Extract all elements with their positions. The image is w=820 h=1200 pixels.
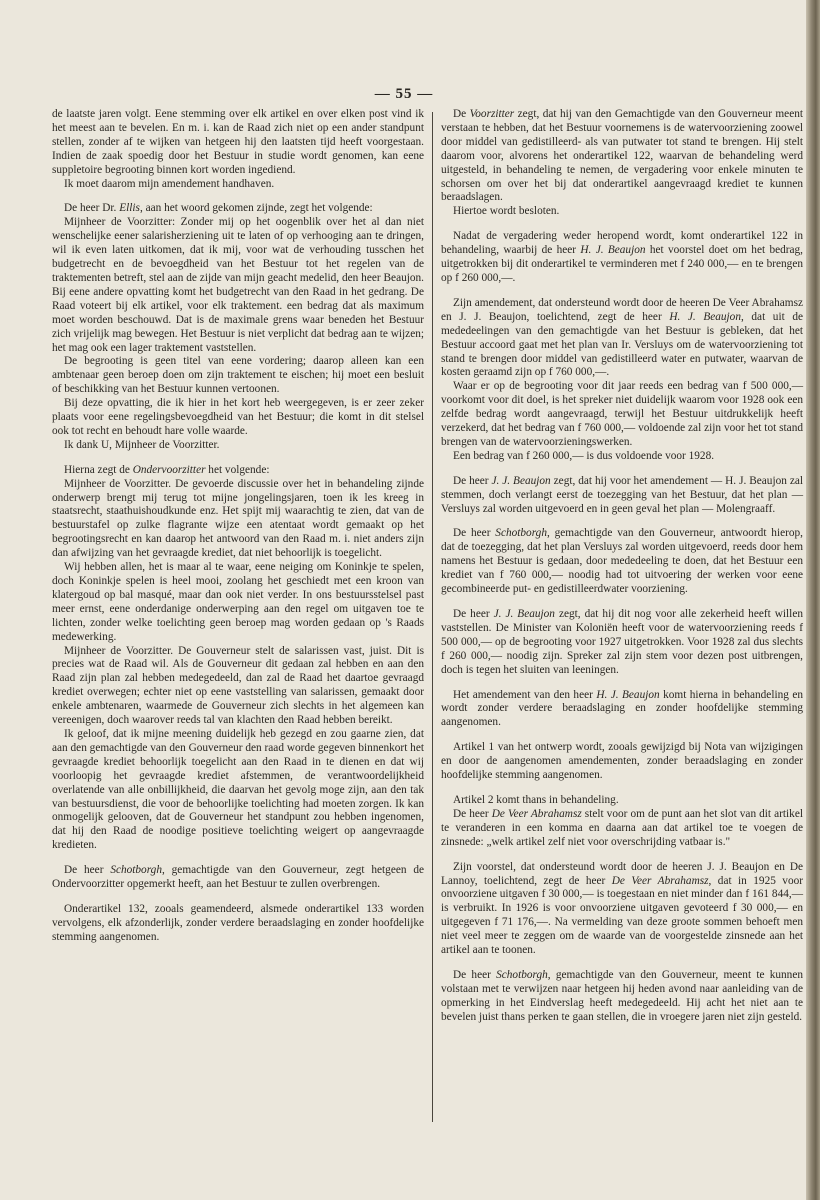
paragraph-gap bbox=[441, 783, 803, 794]
paragraph: Mijnheer de Voorzitter: Zonder mij op het oogenblik over het al dan niet wenschelijke eener salarisherziening uit te laten of op verhooging aan te dringen, wil ik even laten uitkomen, dat ik mij, voor wat de verhouding tusschen het budgetrecht en de bevoegdheid van het Bestuur tot het regelen van de traktementen betreft, stel aan de zijde van mijn geacht medelid, den heer Beaujon. Bij eene andere opvatting komt het budgetrecht van den Raad in het gedrang. De Raad voteert bij elk artikel, voor elk traktement. een bedrag dat als maximum moet worden beschouwd. Dat is de maximale grens waar beneden het Bestuur zich vrijelijk mag bewegen. Het Bestuur is niet verplicht dat bedrag aan te wijzen; het mag ook een lager traktement vaststellen. bbox=[52, 216, 424, 354]
paragraph-gap bbox=[52, 892, 424, 903]
paragraph: Mijnheer de Voorzitter. De gevoerde discussie over het in behandeling zijnde onderwerp brengt mij terug tot mijne jongelingsjaren, toen ik les kreeg in staatsrecht, staathuishoudkunde enz. Het spijt mij waarachtig te zien, dat van de bestuurstafel op zulke flagrante wijze een atentaat wordt gemaakt op het begrootingsrecht en kan daarop het antwoord van den Raad m. i. niet anders zijn dan afwijzing van het gevraagde krediet, dat niet behoorlijk is toegelicht. bbox=[52, 477, 424, 560]
paragraph-gap bbox=[441, 678, 803, 689]
paragraph-gap bbox=[441, 516, 803, 527]
paragraph bbox=[441, 808, 803, 850]
paragraph-gap bbox=[441, 730, 803, 741]
text-run: Hierna zegt de bbox=[64, 463, 133, 476]
paragraph bbox=[441, 230, 803, 286]
paragraph-gap bbox=[441, 464, 803, 475]
paragraph-gap bbox=[441, 286, 803, 297]
text-run: , gemachtigde van den Gouverneur, antwoordt hierop, dat de toezegging, dat het plan Versluys zal worden uitgevoerd, reeds door hem namens het Bestuur is gedaan, door mededeeling te doen, dat het Bestuur een krediet van f 760 000,— noodig had tot uitvoering der werken voor eene gecombineerde put- en gedistilleerdwater voorziening. bbox=[441, 527, 803, 596]
speaker-name: J. J. Beaujon bbox=[493, 608, 555, 620]
text-run: Zijn voorstel, dat ondersteund wordt door de heeren J. J. Beaujon en De Lannoy, toelichtend, zegt de heer bbox=[441, 860, 803, 887]
paragraph-gap bbox=[441, 219, 803, 230]
paragraph bbox=[441, 861, 803, 958]
text-run: , dat uit de mededeelingen van den gemachtigde van het Bestuur is gebleken, dat het Bestuur accoord gaat met het plan van Ir. Versluys om de watervoorziening tot stand te brengen door middel van gedistilleerd water en putwater, waarvan de kosten geraamd zijn op f 760 000,—. bbox=[441, 310, 803, 379]
text-run: , gemachtigde van den Gouverneur, zegt hetgeen de Ondervoorzitter opgemerkt heeft, aan het Bestuur te zullen overbrengen. bbox=[52, 864, 425, 891]
paragraph: Mijnheer de Voorzitter. De Gouverneur stelt de salarissen vast, juist. Dit is precies wat de Raad wil. Als de Gouverneur dit gedaan zal hebben en aan den Raad zijn plan zal hebben medegedeeld, dan zal de Raad het daartoe gevraagd krediet overwegen; echter niet op eene vaststelling van salarissen, gemaakt door enkele ambtenaren, waarmede de Gouverneur zich slechts in het algemeen kan vereenigen, doch waarover reeds tal van klachten den Raad hebben bereikt. bbox=[52, 644, 424, 727]
speaker-name: Schotborgh bbox=[495, 527, 547, 540]
paragraph: Hiertoe wordt besloten. bbox=[453, 205, 560, 218]
paragraph: Artikel 1 van het ontwerp wordt, zooals gewijzigd bij Nota van wijzigingen en door de aangenomen amendementen, zonder beraadslaging en zonder hoofdelijke stemming aangenomen. bbox=[441, 741, 803, 782]
text-run: , gemachtigde van den Gouverneur, meent te kunnen volstaan met te verwijzen naar hetgeen hij heden avond naar aanleiding van de opmerking in het Eindverslag heeft medegedeeld. Hij acht het niet aan te bevelen juist thans perken te gaan stellen, die in vroegere jaren niet zijn gesteld. bbox=[441, 968, 803, 1023]
text-run: De heer bbox=[453, 474, 492, 487]
paragraph: De begrooting is geen titel van eene vordering; daarop alleen kan een ambtenaar geen beroep doen om zijn traktement te eischen; hij moet een besluit of beschikking van het Bestuur kunnen vertoonen. bbox=[52, 355, 424, 396]
speaker-name: H. J. Beaujon bbox=[596, 688, 660, 701]
paragraph-gap bbox=[441, 597, 803, 608]
text-run: De heer Dr. bbox=[64, 202, 120, 215]
speaker-name: Ellis bbox=[119, 202, 140, 215]
speaker-name: Schotborgh bbox=[110, 864, 162, 877]
text-run: , aan het woord gekomen zijnde, zegt het volgende: bbox=[139, 202, 373, 215]
text-run: De heer bbox=[453, 527, 496, 540]
text-run: het volgende: bbox=[205, 463, 270, 476]
speaker-name: De Veer Abrahamsz bbox=[491, 807, 582, 820]
paragraph-gap bbox=[441, 850, 803, 861]
text-run: zegt, dat hij van den Gemachtigde van den Gouverneur meent verstaan te hebben, dat het Bestuur voornemens is de watervoorziening zoowel door middel van gedistilleerd- als van putwater tot stand te brengen. Hij stelt daarom voor, alvorens het onderartikel 122, waarvan de behandeling werd uitgesteld, in behandeling te nemen, de vergadering voor enkele minuten te schorsen om over het bij dat onderartikel aangevraagd krediet te kunnen beraadslagen. bbox=[441, 108, 803, 204]
paragraph-gap bbox=[52, 853, 424, 864]
paragraph: Waar er op de begrooting voor dit jaar reeds een bedrag van f 500 000,— voorkomt voor dit doel, is het spreker niet duidelijk waarom voor 1928 ook een zelfde bedrag wordt aangevraagd, terwijl het Bestuur uitdrukkelijk heeft verzekerd, dat het bedrag van f 760 000,— voldoende zal zijn voor het tot stand brengen van de watervoorzieningswerken. bbox=[441, 380, 803, 448]
paragraph: de laatste jaren volgt. Eene stemming over elk artikel en over elken post vind ik het meest aan te bevelen. En m. i. kan de Raad zich niet op een ander standpunt stellen, zonder af te wijken van hetgeen hij den laatsten tijd heeft voorgestaan. Indien de zaak spoedig door het Bestuur in studie wordt genomen, kan eene suppletoire begrooting binnen kort worden ingediend. bbox=[52, 108, 424, 176]
paragraph: Wij hebben allen, het is maar al te waar, eene neiging om Koninkje te spelen, doch Koninkje spelen is heel mooi, zoolang het geschiedt met een kroon van klatergoud op bal masqué, maar dan ook niet verder. In ons bestuursstelsel past meer ernst, eene onderdanige onderwerping aan den regel om uitgaven toe te lichten, zonder welke toelichting geen beroep mag worden gedaan op 's Raads medewerking. bbox=[52, 561, 424, 643]
left-column bbox=[52, 108, 424, 945]
paragraph bbox=[52, 864, 424, 892]
text-run: het voorstel doet om het bedrag, uitgetrokken bij dit onderartikel te verminderen met f 240 000,— en te brengen op f 260 000,—. bbox=[441, 244, 804, 284]
text-run: komt hierna in behandeling en wordt zonder verdere beraadslaging en zonder hoofdelijke stemming aangenomen. bbox=[441, 688, 803, 729]
text-run: Nadat de vergadering weder heropend wordt, komt onderartikel 122 in behandeling, waarbij de heer bbox=[441, 230, 803, 257]
text-run: De heer bbox=[453, 608, 494, 620]
speaker-name: Ondervoorzitter bbox=[132, 463, 206, 476]
paragraph bbox=[441, 108, 803, 205]
right-column bbox=[441, 108, 803, 1025]
text-run: De heer bbox=[453, 807, 492, 820]
paragraph: Ik geloof, dat ik mijne meening duidelijk heb gezegd en zou gaarne zien, dat aan den gemachtigde van den Gouverneur den raad worde gegeven binnenkort het gevraagde krediet behoorlijk toegelicht aan den Raad in te dienen en dat wij voorloopig het gevraagde krediet afstemmen, de verantwoordelijkheid overlatende van alle onbillijkheid, die daarvan het gevolg moge zijn, aan den tak van bestuursdienst, die voor de behoorlijke toelichting had moeten zorgen. Ik kan onmogelijk gelooven, dat de Gouverneur het standpunt zou hebben ingenomen, dat hij den Raad de noodige positieve toelichting weigert op aangevraagde kredieten. bbox=[52, 727, 424, 852]
text-run: stelt voor om de punt aan het slot van dit artikel te veranderen in een komma en daarna aan dat artikel toe te voegen de zinsnede: „welk artikel zelf niet voor overschrijding vatbaar is." bbox=[441, 807, 803, 848]
paragraph bbox=[52, 202, 424, 216]
paragraph bbox=[441, 527, 803, 597]
paragraph-gap bbox=[441, 958, 803, 969]
paragraph: Ik dank U, Mijnheer de Voorzitter. bbox=[64, 438, 220, 451]
page-number: — 55 — bbox=[374, 86, 434, 102]
paragraph: Bij deze opvatting, die ik hier in het kort heb weergegeven, is er zeer zeker plaats voor eene regelingsbevoegdheid van het Bestuur; die komt in dit stelsel ook tot recht en behoudt hare volle waarde. bbox=[52, 397, 424, 437]
text-run: zegt, dat hij voor het amendement — H. J. Beaujon zal stemmen, doch verlangt eerst de toezegging van het Bestuur, dat het plan — Versluys zal worden uitgevoerd en in geen geval het plan — Molengraaff. bbox=[441, 474, 803, 515]
speaker-name: H. J. Beaujon bbox=[669, 310, 741, 323]
column-divider bbox=[432, 112, 433, 1122]
speaker-name: De Veer Abrahamsz bbox=[611, 874, 709, 887]
paragraph bbox=[441, 689, 803, 731]
text-run: De bbox=[453, 108, 470, 120]
paragraph: Onderartikel 132, zooals geamendeerd, alsmede onderartikel 133 worden vervolgens, elk afzonderlijk, zonder verdere beraadslaging en zonder hoofdelijke stemming aangenomen. bbox=[52, 902, 424, 943]
text-run: Het amendement van den heer bbox=[453, 688, 597, 701]
text-run: zegt, dat hij dit nog voor alle zekerheid heeft willen vaststellen. De Minister van Koloniën heeft voor de watervoorziening reeds f 500 000,— op de begrooting voor 1927 uitgetrokken. Voor 1928 zal dus slechts f 260 000,— noodig zijn. Spreker zal zijn stem voor dezen post uitbrengen, doch is tegen het sluiten van leeningen. bbox=[441, 608, 803, 676]
paragraph bbox=[52, 464, 424, 478]
text-run: De heer bbox=[64, 864, 111, 877]
paragraph: Een bedrag van f 260 000,— is dus voldoende voor 1928. bbox=[453, 449, 715, 462]
paragraph: Ik moet daarom mijn amendement handhaven. bbox=[64, 177, 275, 190]
text-run: Zijn amendement, dat ondersteund wordt door de heeren De Veer Abrahamsz en J. J. Beaujon, toelichtend, zegt de heer bbox=[441, 296, 803, 323]
speaker-name: Schotborgh bbox=[496, 968, 548, 981]
paragraph bbox=[441, 969, 803, 1025]
paragraph bbox=[441, 475, 803, 517]
paragraph-gap bbox=[52, 453, 424, 464]
paragraph bbox=[441, 297, 803, 380]
paragraph: Artikel 2 komt thans in behandeling. bbox=[453, 793, 619, 806]
paragraph-gap bbox=[52, 191, 424, 202]
page-binding-edge bbox=[806, 0, 820, 1200]
speaker-name: H. J. Beaujon bbox=[580, 244, 646, 257]
text-run: De heer bbox=[453, 968, 497, 981]
speaker-name: Voorzitter bbox=[469, 108, 515, 120]
speaker-name: J. J. Beaujon bbox=[491, 474, 551, 487]
text-run: , dat in 1925 voor onvoorziene uitgaven f 30 000,— is toegestaan en niet minder dan f 161 844,— is verbruikt. In 1926 is voor onvoorziene uitgaven gevoteerd f 30 000,— en uitgegeven f 71 176,—. Na vermelding van deze groote sommen behoeft men niet veel meer te zeggen om de waarde van de voorgestelde zinsnede aan het artikel aan te toonen. bbox=[441, 874, 804, 957]
paragraph bbox=[441, 608, 803, 678]
